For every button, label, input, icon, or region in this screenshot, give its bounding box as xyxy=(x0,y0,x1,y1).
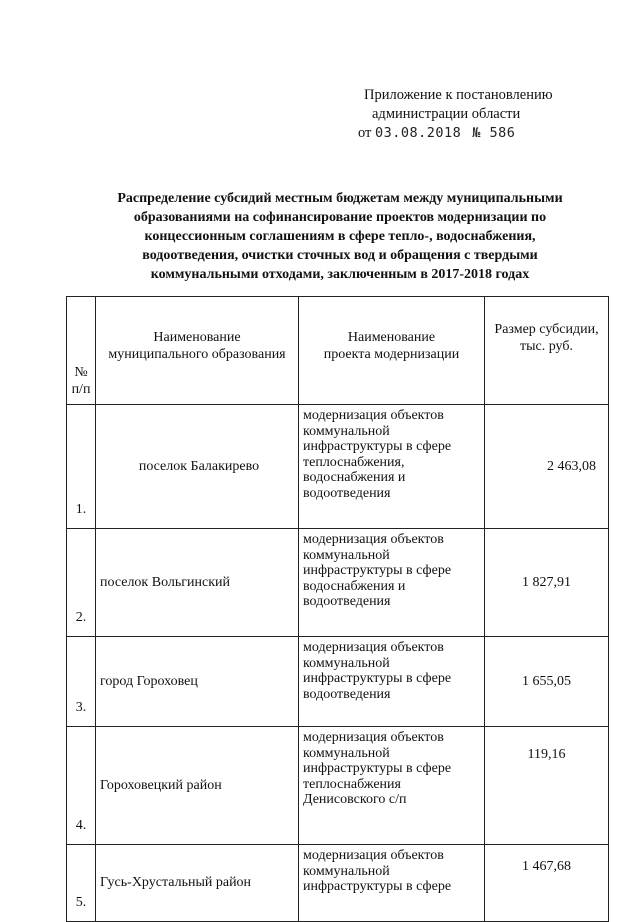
decree-number: № 586 xyxy=(472,125,516,141)
municipality-name: поселок Вольгинский xyxy=(96,529,299,637)
table-row xyxy=(67,845,609,922)
row-number: 4. xyxy=(67,727,96,845)
row-number: 2. xyxy=(67,529,96,637)
title-line-3: концессионным соглашениям в сфере тепло-, водоснабжения, xyxy=(144,229,536,244)
title-line-5: коммунальными отходами, заключенным в 2017-2018 годах xyxy=(150,267,530,282)
project-name: модернизация объектов коммунальной инфраструктуры в сфере теплоснабжения Денисовского с/п xyxy=(299,727,485,845)
header-municipality: Наименование муниципального образования xyxy=(96,297,299,405)
municipality-name: Гусь-Хрустальный район xyxy=(96,845,299,922)
appendix-prefix: от xyxy=(358,125,372,141)
row-number: 5. xyxy=(67,845,96,922)
appendix-line-1: Приложение к постановлению xyxy=(364,87,553,103)
subsidy-amount: 119,16 xyxy=(485,727,609,845)
title-line-4: водоотведения, очистки сточных вод и обращения с твердыми xyxy=(142,248,538,263)
table-row xyxy=(67,405,609,529)
header-number: № п/п xyxy=(67,297,96,405)
municipality-name: город Гороховец xyxy=(96,637,299,727)
title-line-2: образованиями на софинансирование проектов модернизации по xyxy=(133,210,547,225)
project-name: модернизация объектов коммунальной инфраструктуры в сфере водоснабжения и водоотведения xyxy=(299,529,485,637)
row-number: 1. xyxy=(67,405,96,529)
row-number: 3. xyxy=(67,637,96,727)
municipality-name: Гороховецкий район xyxy=(96,727,299,845)
appendix-block xyxy=(358,86,618,143)
title-line-1: Распределение субсидий местным бюджетам между муниципальными xyxy=(117,191,563,206)
subsidy-amount: 1 655,05 xyxy=(485,637,609,727)
appendix-line-2: администрации области xyxy=(372,106,521,122)
municipality-name: поселок Балакирево xyxy=(96,405,299,529)
project-name: модернизация объектов коммунальной инфраструктуры в сфере водоотведения xyxy=(299,637,485,727)
subsidy-amount: 1 467,68 xyxy=(485,845,609,922)
subsidy-amount: 2 463,08 xyxy=(485,405,609,529)
decree-date: 03.08.2018 xyxy=(375,125,462,141)
project-name: модернизация объектов коммунальной инфраструктуры в сфере теплоснабжения, водоснабжения и водоотведения xyxy=(299,405,485,529)
table-row xyxy=(67,727,609,845)
table-row xyxy=(67,529,609,637)
subsidy-amount: 1 827,91 xyxy=(485,529,609,637)
header-project: Наименование проекта модернизации xyxy=(299,297,485,405)
appendix-line-3 xyxy=(358,124,618,143)
header-amount: Размер субсидии, тыс. руб. xyxy=(485,297,609,405)
subsidy-table xyxy=(66,296,609,922)
project-name: модернизация объектов коммунальной инфраструктуры в сфере xyxy=(299,845,485,922)
table-row xyxy=(67,637,609,727)
document-title xyxy=(80,189,600,284)
table-header-row xyxy=(67,297,609,405)
